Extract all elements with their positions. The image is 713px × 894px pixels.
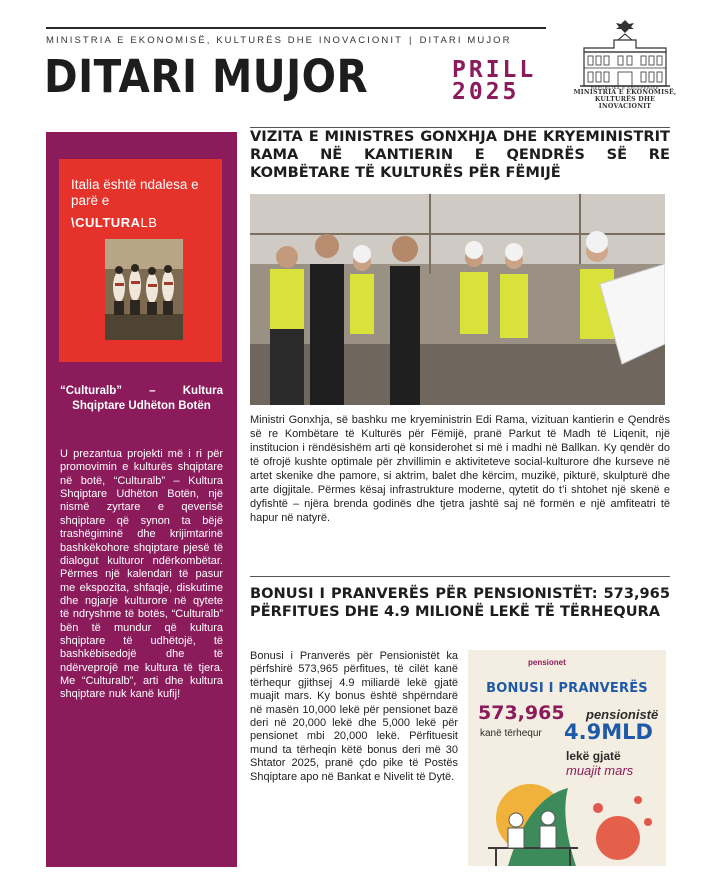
sidebar-body-text: U prezantua projekti më i ri për promovimin e kulturës shqiptare në botë, “Culturalb” – Kultura Shqiptare Udhëton Botën, një nismë zyrtare e qeverisë shqiptare që synon ta bëjë trashëgiminë dhe krijimtarinë bashkëkohore shqiptare pjesë të dialogut kulturor ndërkombëtar. Përmes një kalendari të pasur me ekspozita, shfaqje, diskutime dhe ngjarje kulturore në qytete të ndryshme të botës, “Culturalb” bën të mundur që kultura shqiptare të udhëtojë, të bashkëbisedojë dhe të ndërveprojë me kultura të tjera. Me “Culturalb”, arti dhe kultura shqiptare nuk kanë kufij! (60, 448, 223, 701)
site-visit-photo (250, 194, 665, 405)
article1-headline: VIZITA E MINISTRES GONXHJA DHE KRYEMINISTRIT RAMA NË KANTIERIN E QENDRËS SË RE KOMBËTARE TË KULTURËS PËR FËMIJË (250, 128, 670, 182)
book-cover-brand (71, 215, 157, 230)
bonus-withdrew-label: kanë tërhequr (480, 728, 542, 739)
book-brand-bold: \CULTURA (71, 215, 141, 230)
header-top-rule (46, 27, 546, 29)
bonus-count-label: pensionistë (586, 707, 659, 722)
logo-caption (570, 86, 680, 111)
sidebar-culturalb (46, 132, 237, 867)
issue-month: PRILL (452, 57, 537, 83)
masthead-title: DITARI MUJOR (44, 50, 369, 103)
sidebar-heading: “Culturalb” – Kultura Shqiptare Udhëton Botën (60, 385, 223, 413)
ministry-name: MINISTRIA E EKONOMISË, KULTURËS DHE INOVACIONIT (46, 35, 403, 46)
bonus-amount: 4.9MLD (564, 720, 653, 744)
logo-small-text: REPUBLIKA E SHQIPËRISË (590, 85, 660, 90)
book-cover-title: Italia është ndalesa e parë e (71, 177, 199, 208)
header-ministry-line (46, 35, 546, 46)
article2-top-rule (250, 576, 670, 577)
article2-headline: BONUSI I PRANVERËS PËR PENSIONISTËT: 573,965 PËRFITUES DHE 4.9 MILIONË LEKË TË TËRHEQURA (250, 585, 670, 621)
logo-line-1: MINISTRIA E EKONOMISË, (573, 89, 677, 97)
logo-line-2: KULTURËS DHE INOVACIONIT (594, 96, 656, 111)
culturalb-book-cover (59, 159, 222, 362)
book-cover-photo (105, 239, 183, 340)
bonus-currency-period: lekë gjatë (566, 749, 621, 763)
book-brand-light: LB (140, 215, 158, 230)
bonus-title: BONUSI I PRANVERËS (486, 681, 648, 696)
bonus-count: 573,965 (478, 702, 565, 724)
header-section-name: DITARI MUJOR (419, 35, 512, 46)
header-separator: | (409, 35, 414, 46)
issue-year: 2025 (452, 78, 520, 105)
bonus-infographic (468, 650, 666, 866)
issue-date (452, 57, 537, 105)
bonus-brand: pensionet (528, 658, 566, 667)
article1-body: Ministri Gonxhja, së bashku me kryeministrin Edi Rama, vizituan kantierin e Qendrës së re Kombëtare të Kulturës për Fëmijë, pranë Parkut të Madh të Liqenit, një institucion i rëndësishëm arti që konsiderohet si më i madhi në Ballkan. Ky qendër do të ofrojë kushte optimale për zhvillimin e aktiviteteve social-kulturore dhe kurseve në artet skenike dhe pamore, si aktrim, balet dhe kërcim, muzikë, pikturë, skulpturë dhe arte digjitale. Përmes kësaj infrastrukture moderne, qytetit do t’i shtohet një skenë e dyfishtë – njëra brenda godinës dhe tjetra jashtë saj në formën e një amfiteatri të hapur në natyrë. (250, 414, 670, 524)
bonus-period: muajit mars (566, 763, 634, 778)
bonus-illustration (468, 778, 666, 866)
article2-body: Bonusi i Pranverës për Pensionistët ka përfshirë 573,965 përfitues, të cilët kanë tërhequr gjithsej 4.9 miliardë lekë gjatë muajit mars. Ky bonus është shpërndarë në masën 10,000 lekë për pensionet bazë deri në 20,000 lekë dhe 5,000 lekë për pensionet mbi 20,000 lekë. Përfituesit mund ta tërheqin këtë bonus deri më 30 Shtator 2025, pranë çdo pike të Postës Shqiptare apo në Bankat e Nivelit të Dytë. (250, 650, 458, 783)
